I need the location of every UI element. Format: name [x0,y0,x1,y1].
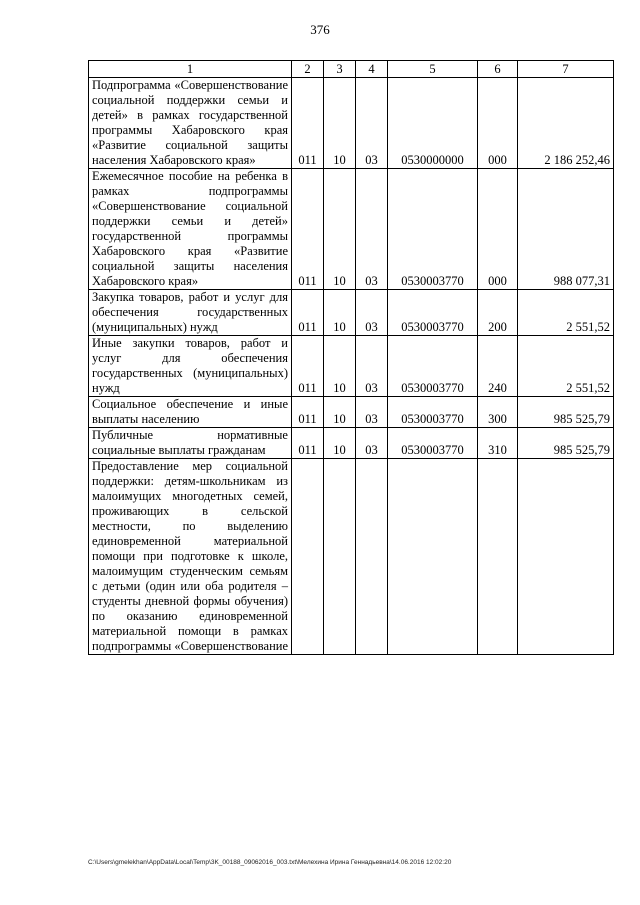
budget-table [88,60,614,655]
row-description: Публичные нормативные социальные выплаты гражданам [89,428,292,459]
cell-expense-type: 000 [478,169,518,290]
cell-target-article: 0530003770 [388,428,478,459]
cell-subsection: 03 [356,428,388,459]
cell-target-article: 0530003770 [388,397,478,428]
column-header: 4 [356,61,388,78]
cell-target-article: 0530003770 [388,336,478,397]
table-row [89,459,614,655]
cell-section: 10 [324,78,356,169]
cell-section: 10 [324,290,356,336]
cell-section: 10 [324,169,356,290]
cell-expense-type [478,459,518,655]
cell-ministry-code [292,459,324,655]
column-header: 3 [324,61,356,78]
cell-ministry-code: 011 [292,428,324,459]
cell-section [324,459,356,655]
cell-subsection: 03 [356,290,388,336]
column-header: 1 [89,61,292,78]
cell-amount: 2 551,52 [518,336,614,397]
column-header: 6 [478,61,518,78]
cell-section: 10 [324,397,356,428]
row-description: Закупка товаров, работ и услуг для обеспечения государственных (муниципальных) нужд [89,290,292,336]
cell-target-article: 0530000000 [388,78,478,169]
row-description: Иные закупки товаров, работ и услуг для обеспечения государственных (муниципальных) нужд [89,336,292,397]
cell-amount: 2 551,52 [518,290,614,336]
cell-target-article: 0530003770 [388,290,478,336]
cell-expense-type: 300 [478,397,518,428]
row-description: Подпрограмма «Совершенствование социальной поддержки семьи и детей» в рамках государственной программы Хабаровского края «Развитие социальной защиты населения Хабаровского края» [89,78,292,169]
table-row [89,336,614,397]
cell-expense-type: 310 [478,428,518,459]
cell-expense-type: 200 [478,290,518,336]
cell-expense-type: 240 [478,336,518,397]
cell-ministry-code: 011 [292,397,324,428]
cell-amount: 985 525,79 [518,397,614,428]
table-row [89,428,614,459]
cell-ministry-code: 011 [292,290,324,336]
row-description: Социальное обеспечение и иные выплаты населению [89,397,292,428]
cell-amount [518,459,614,655]
cell-subsection [356,459,388,655]
cell-section: 10 [324,428,356,459]
cell-expense-type: 000 [478,78,518,169]
cell-ministry-code: 011 [292,336,324,397]
table-row [89,290,614,336]
table-row [89,169,614,290]
footer-file-path: C:\Users\gmelekhan\AppData\Local\Temp\3K_00188_09062016_003.txt\Мелехина Ирина Геннадьевна\14.06.2016 12:02:20 [88,859,452,866]
cell-section: 10 [324,336,356,397]
cell-subsection: 03 [356,78,388,169]
cell-amount: 2 186 252,46 [518,78,614,169]
table-row [89,397,614,428]
table-row [89,78,614,169]
header-row [89,61,614,78]
cell-target-article: 0530003770 [388,169,478,290]
cell-target-article [388,459,478,655]
column-header: 5 [388,61,478,78]
cell-amount: 985 525,79 [518,428,614,459]
row-description: Предоставление мер социальной поддержки: детям-школьникам из малоимущих многодетных семей, проживающих в сельской местности, по выделению единовременной материальной помощи при подготовке к школе, малоимущим студенческим семьям с детьми (один или оба родителя – студенты дневной формы обучения) по оказанию единовременной материальной помощи в рамках подпрограммы «Совершенствование [89,459,292,655]
row-description: Ежемесячное пособие на ребенка в рамках подпрограммы «Совершенствование социальной поддержки семьи и детей» государственной программы Хабаровского края «Развитие социальной защиты населения Хабаровского края» [89,169,292,290]
page-number: 376 [310,22,330,37]
cell-amount: 988 077,31 [518,169,614,290]
column-header: 7 [518,61,614,78]
cell-ministry-code: 011 [292,78,324,169]
cell-subsection: 03 [356,336,388,397]
cell-ministry-code: 011 [292,169,324,290]
column-header: 2 [292,61,324,78]
cell-subsection: 03 [356,169,388,290]
cell-subsection: 03 [356,397,388,428]
